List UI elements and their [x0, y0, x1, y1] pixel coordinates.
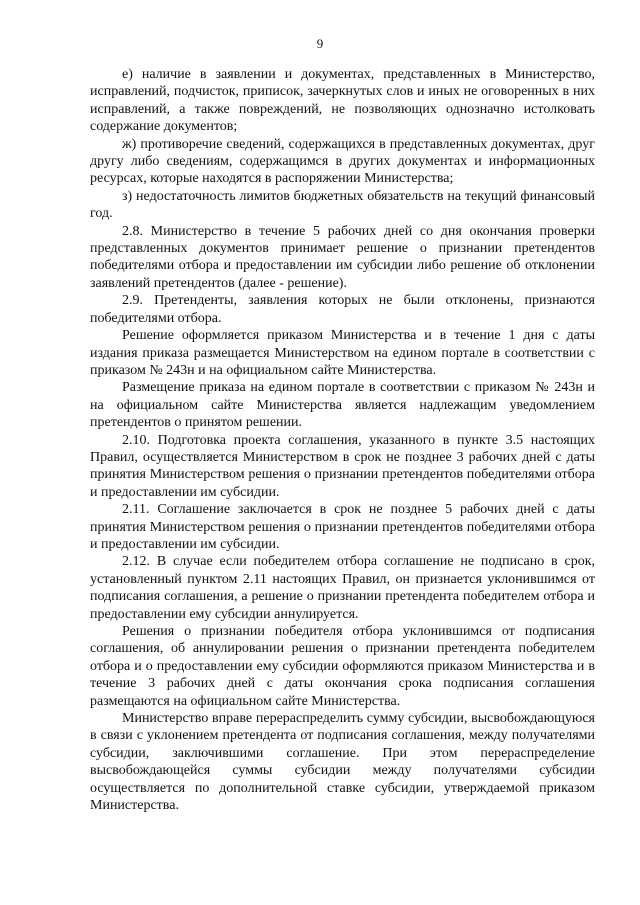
page-number: 9 — [316, 36, 324, 51]
paragraph-e: е) наличие в заявлении и документах, представленных в Министерство, исправлений, подчисток, приписок, зачеркнутых слов и иных не оговоренных в них исправлений, а также повреждений, не позволяющих однозначно истолковать содержание документов; — [90, 67, 595, 135]
paragraph-evasion-decisions: Решения о признании победителя отбора уклонившимся от подписания соглашения, об аннулировании решения о признании претендента победителем отбора и о предоставлении ему субсидии оформляются приказом Министерства и в течение 3 рабочих дней с даты окончания срока подписания соглашения размещаются на официальном сайте Министерства. — [90, 624, 595, 709]
paragraph-2-11: 2.11. Соглашение заключается в срок не позднее 5 рабочих дней с даты принятия Министерством решения о признании претендентов победителями отбора и предоставлении им субсидии. — [90, 502, 595, 552]
paragraph-2-8: 2.8. Министерство в течение 5 рабочих дней со дня окончания проверки представленных документов принимает решение о признании претендентов победителями отбора и предоставлении им субсидии либо решение об отклонении заявлений претендентов (далее - решение). — [90, 223, 595, 291]
paragraph-2-12: 2.12. В случае если победителем отбора соглашение не подписано в срок, установленный пунктом 2.11 настоящих Правил, он признается уклонившимся от подписания соглашения, а решение о признании претендента победителем отбора и предоставлении ему субсидии аннулируется. — [90, 554, 595, 622]
paragraph-2-10: 2.10. Подготовка проекта соглашения, указанного в пункте 3.5 настоящих Правил, осуществляется Министерством в срок не позднее 3 рабочих дней с даты принятия Министерством решения о признании претендентов победителями отбора и предоставлении им субсидии. — [90, 432, 595, 500]
paragraph-2-9: 2.9. Претенденты, заявления которых не были отклонены, признаются победителями отбора. — [90, 293, 595, 326]
paragraph-decision-order: Решение оформляется приказом Министерства и в течение 1 дня с даты издания приказа размещается Министерством на едином портале в соответствии с приказом № 243н и на официальном сайте Министерства. — [90, 328, 595, 378]
paragraph-order-publication: Размещение приказа на едином портале в соответствии с приказом № 243н и на официальном сайте Министерства является надлежащим уведомлением претендентов о принятом решении. — [90, 380, 595, 431]
paragraph-z: з) недостаточность лимитов бюджетных обязательств на текущий финансовый год. — [90, 188, 595, 222]
paragraph-zh: ж) противоречие сведений, содержащихся в представленных документах, друг другу либо сведениям, содержащимся в других документах и информационных ресурсах, которые находятся в распоряжении Министерства; — [90, 136, 595, 187]
document-body — [90, 66, 595, 814]
paragraph-redistribution: Министерство вправе перераспределить сумму субсидии, высвобождающуюся в связи с уклонением претендента от подписания соглашения, между получателями субсидии, заключившими соглашение. При этом перераспределение высвобождающейся суммы субсидии между получателями субсидии осуществляется по дополнительной ставке субсидии, утверждаемой приказом Министерства. — [90, 711, 595, 814]
